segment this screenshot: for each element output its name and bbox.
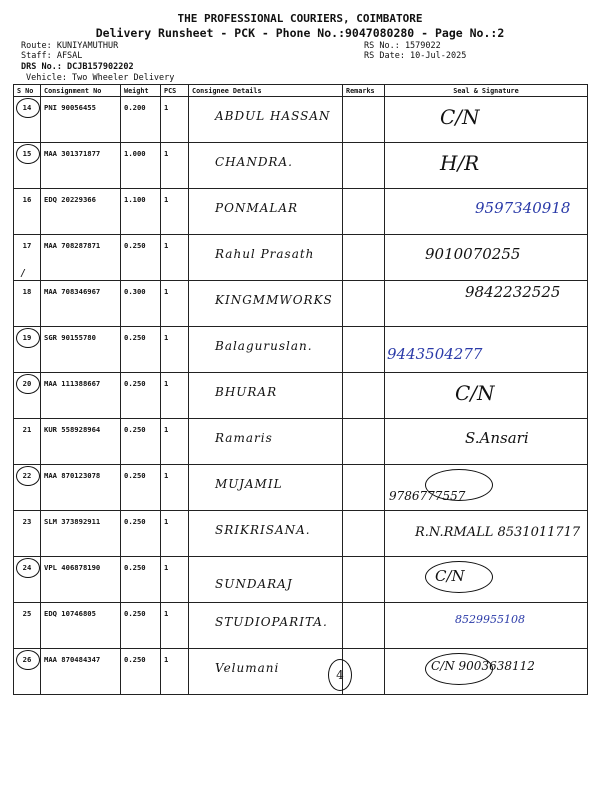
table-row <box>14 373 588 419</box>
row-consignee: Velumani <box>189 649 343 695</box>
row-pcs: 1 <box>161 97 189 143</box>
row-weight: 0.250 <box>121 465 161 511</box>
row-weight: 0.250 <box>121 557 161 603</box>
col-seal-signature: Seal & Signature <box>385 85 588 97</box>
row-signature: 9010070255 <box>385 235 588 281</box>
row-consignment: MAA 708346967 <box>41 281 121 327</box>
table-row <box>14 143 588 189</box>
row-consignee: BHURAR <box>189 373 343 419</box>
table-row <box>14 603 588 649</box>
row-weight: 0.250 <box>121 373 161 419</box>
row-consignee: Ramaris <box>189 419 343 465</box>
row-pcs: 1 <box>161 649 189 695</box>
row-sno: 19 <box>14 327 41 373</box>
row-consignee: SRIKRISANA. <box>189 511 343 557</box>
vehicle-field: Vehicle: Two Wheeler Delivery <box>26 73 175 83</box>
row-sno: 26 <box>14 649 41 695</box>
row-signature: S.Ansari <box>385 419 588 465</box>
drs-number: DRS No.: DCJB157902202 <box>21 62 134 72</box>
row-signature: 9443504277 <box>385 327 588 373</box>
row-remarks <box>343 465 385 511</box>
circle-mark <box>16 466 40 486</box>
row-consignment: MAA 708287871 <box>41 235 121 281</box>
table-header-row <box>14 85 588 97</box>
row-pcs: 1 <box>161 235 189 281</box>
row-remarks <box>343 235 385 281</box>
table-row <box>14 327 588 373</box>
circle-mark <box>16 144 40 164</box>
circle-mark <box>16 98 40 118</box>
row-signature: 8529955108 <box>385 603 588 649</box>
table-row <box>14 189 588 235</box>
table-row <box>14 281 588 327</box>
row-consignee: Rahul Prasath <box>189 235 343 281</box>
table-row <box>14 511 588 557</box>
circle-mark <box>16 558 40 578</box>
row-remarks <box>343 373 385 419</box>
table-row <box>14 419 588 465</box>
row-remarks <box>343 327 385 373</box>
row-consignment: PNI 90056455 <box>41 97 121 143</box>
col-consignment: Consignment No <box>41 85 121 97</box>
row-sno: 15 <box>14 143 41 189</box>
rs-number: RS No.: 1579022 <box>364 41 441 51</box>
staff-field: Staff: AFSAL <box>21 51 83 61</box>
row-sno: 16 <box>14 189 41 235</box>
row-sno: 14 <box>14 97 41 143</box>
row-consignee: MUJAMIL <box>189 465 343 511</box>
row-remarks <box>343 281 385 327</box>
row-weight: 1.000 <box>121 143 161 189</box>
row-weight: 1.100 <box>121 189 161 235</box>
row-pcs: 1 <box>161 281 189 327</box>
row-signature: C/N 9003638112 <box>385 649 588 695</box>
row-pcs: 1 <box>161 557 189 603</box>
row-consignee: KINGMMWORKS <box>189 281 343 327</box>
col-consignee: Consignee Details <box>189 85 343 97</box>
row-consignment: VPL 406878190 <box>41 557 121 603</box>
row-pcs: 1 <box>161 143 189 189</box>
tick-mark: / <box>20 268 27 279</box>
row-consignment: MAA 870123078 <box>41 465 121 511</box>
col-remarks: Remarks <box>343 85 385 97</box>
row-signature: C/N <box>385 373 588 419</box>
row-consignee: SUNDARAJ <box>189 557 343 603</box>
row-weight: 0.250 <box>121 235 161 281</box>
row-sno: / 17 <box>14 235 41 281</box>
col-sno: S No <box>14 85 41 97</box>
row-consignee: PONMALAR <box>189 189 343 235</box>
col-pcs: PCS <box>161 85 189 97</box>
table-row <box>14 649 588 695</box>
row-pcs: 1 <box>161 603 189 649</box>
row-remarks <box>343 603 385 649</box>
runsheet-table <box>13 84 588 695</box>
table-row <box>14 557 588 603</box>
row-sno: 24 <box>14 557 41 603</box>
row-remarks <box>343 419 385 465</box>
row-weight: 0.200 <box>121 97 161 143</box>
circle-mark <box>16 374 40 394</box>
row-sno: 21 <box>14 419 41 465</box>
circle-mark <box>16 650 40 670</box>
circle-mark <box>16 328 40 348</box>
row-weight: 0.250 <box>121 511 161 557</box>
row-signature: C/N <box>385 557 588 603</box>
row-remarks <box>343 189 385 235</box>
row-consignment: MAA 301371877 <box>41 143 121 189</box>
row-weight: 0.250 <box>121 327 161 373</box>
row-consignee: STUDIOPARITA. <box>189 603 343 649</box>
row-sno: 23 <box>14 511 41 557</box>
row-sno: 22 <box>14 465 41 511</box>
row-consignment: SGR 90155780 <box>41 327 121 373</box>
row-remarks <box>343 97 385 143</box>
document-title: THE PROFESSIONAL COURIERS, COIMBATORE <box>177 12 423 25</box>
row-consignee: ABDUL HASSAN <box>189 97 343 143</box>
row-weight: 0.300 <box>121 281 161 327</box>
row-consignment: EDQ 10746805 <box>41 603 121 649</box>
row-signature: R.N.RMALL 8531011717 <box>385 511 588 557</box>
row-signature: C/N <box>385 97 588 143</box>
row-pcs: 1 <box>161 373 189 419</box>
row-signature: H/R <box>385 143 588 189</box>
row-remarks <box>343 511 385 557</box>
row-signature: 9842232525 <box>385 281 588 327</box>
row-consignment: KUR 558928964 <box>41 419 121 465</box>
row-signature: 9597340918 <box>385 189 588 235</box>
page-number-mark: 4 <box>328 659 352 691</box>
table-row <box>14 97 588 143</box>
row-sno: 18 <box>14 281 41 327</box>
row-weight: 0.250 <box>121 649 161 695</box>
row-remarks <box>343 557 385 603</box>
table-row <box>14 465 588 511</box>
runsheet-subtitle: Delivery Runsheet - PCK - Phone No.:9047080280 - Page No.:2 <box>95 26 505 40</box>
route-field: Route: KUNIYAMUTHUR <box>21 41 119 51</box>
row-consignee: Balaguruslan. <box>189 327 343 373</box>
row-pcs: 1 <box>161 465 189 511</box>
row-sno: 25 <box>14 603 41 649</box>
row-consignment: MAA 111388667 <box>41 373 121 419</box>
row-weight: 0.250 <box>121 603 161 649</box>
row-weight: 0.250 <box>121 419 161 465</box>
col-weight: Weight <box>121 85 161 97</box>
row-pcs: 1 <box>161 327 189 373</box>
table-row <box>14 235 588 281</box>
row-remarks <box>343 143 385 189</box>
row-consignment: EDQ 20229366 <box>41 189 121 235</box>
row-sno: 20 <box>14 373 41 419</box>
row-signature: 9786777557 <box>385 465 588 511</box>
row-pcs: 1 <box>161 419 189 465</box>
rs-date: RS Date: 10-Jul-2025 <box>364 51 467 61</box>
row-consignment: SLM 373892911 <box>41 511 121 557</box>
row-pcs: 1 <box>161 189 189 235</box>
row-pcs: 1 <box>161 511 189 557</box>
row-consignment: MAA 870484347 <box>41 649 121 695</box>
row-consignee: CHANDRA. <box>189 143 343 189</box>
